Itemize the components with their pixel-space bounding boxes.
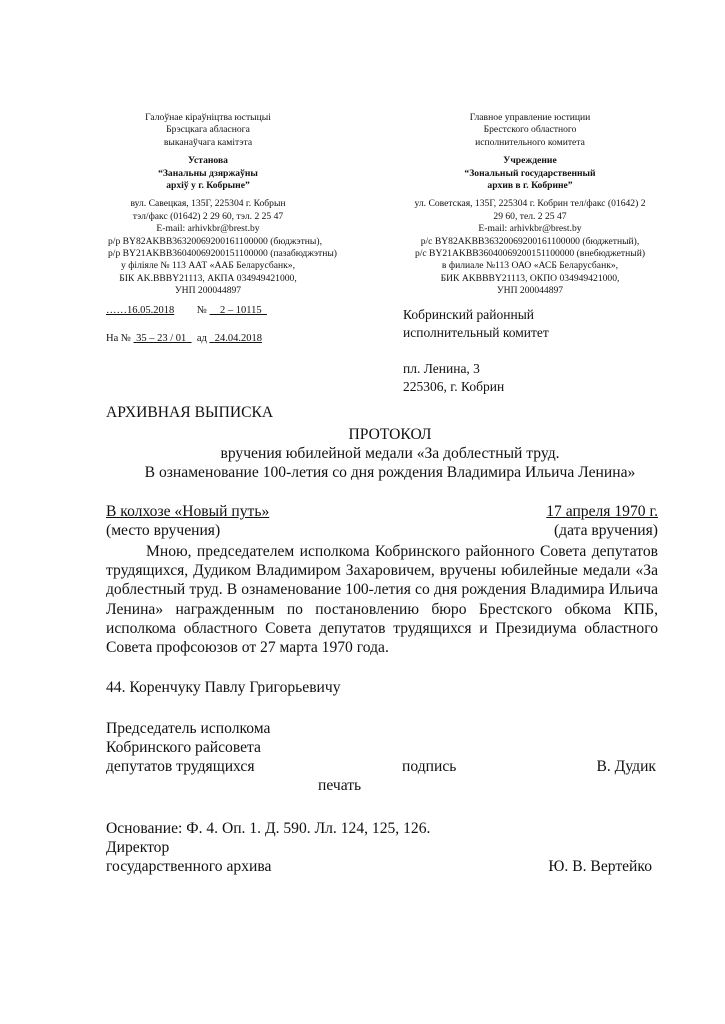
right-contact-line: р/с BY21AKBB36040069200151100000 (внебюджетный) [414,248,646,260]
right-contact-line: БИК AKBBBY21113, ОКПО 034949421000, [440,272,620,284]
left-header-org: “Занальны дзяржаўны [158,167,258,179]
place-caption: (место вручения) [106,522,221,540]
protocol-heading [60,425,720,483]
basis-reference: Основание: Ф. 4. Оп. 1. Д. 590. Лл. 124, 125, 126. [106,820,431,837]
main-paragraph: Мною, председателем исполкома Кобринского районного Совета депутатов трудящихся, Дудиком Владимиром Захаровичем, вручены юбилейные медали «За доблестный труд. В ознаменование 100-летия со дня рождения Владимира Ильича Ленина» награжденным по постановлению бюро Брестского обкома КПБ, исполкома областного Совета депутатов трудящихся и Президиума областного Совета профсоюзов от 27 марта 1970 года. [106,543,658,657]
right-header-org: “Зональный государственный [464,167,596,179]
right-contact-line: E-mail: arhivkbr@brest.by [478,223,582,235]
left-contact-line: УНП 200044897 [174,285,242,297]
outgoing-prefix: …… [106,305,127,316]
left-contact-line: БІК AK.BBBY21113, АКПА 034949421000, [119,272,297,284]
left-contact-line: вул. Савецкая, 135Г, 225304 г. Кобрын [130,198,286,210]
director-title-line: государственного архива [106,858,272,876]
director-title-line: Директор [106,839,170,856]
left-header-org: архіў у г. Кобрыне” [166,180,250,192]
protocol-subtitle: В ознаменование 100-летия со дня рождения Владимира Ильича Ленина» [144,464,636,482]
signatory-name: В. Дудик [596,758,656,776]
place-value: В колхозе «Новый путь» [106,503,270,520]
incoming-prefix: На № [106,333,131,344]
outgoing-date: 16.05.2018 [127,305,175,316]
protocol-title: ПРОТОКОЛ [348,426,432,443]
left-contact-line: у філіяле № 113 ААТ «ААБ Беларусбанк», [121,260,295,272]
outgoing-reference [106,305,267,316]
left-header [108,112,338,298]
right-header-line: Главное управление юстиции [469,112,591,123]
left-contact-line: р/р BY82AKBB36320069200161100000 (бюджэтны), [108,235,322,247]
right-header-line: Брестского областного [483,124,577,136]
date-caption: (дата вручения) [553,522,658,540]
left-contact-line: р/р BY21AKBB36040069200151100000 (пазабюджэтны) [108,248,338,260]
right-header-line: исполнительного комитета [475,136,585,148]
signature-placeholder: подпись [402,758,457,776]
right-header-org: архив в г. Кобрине” [487,180,573,192]
director-name: Ю. В. Вертейко [548,858,652,876]
document-type: АРХИВНАЯ ВЫПИСКА [106,404,274,421]
left-contact-line: тэл/факс (01642) 2 29 60, тэл. 2 25 47 [132,210,284,222]
recipient-address-line: 225306, г. Кобрин [403,379,505,394]
signatory-title-line: Кобринского райсовета [106,739,261,757]
signatory-title-line: депутатов трудящихся [106,758,255,776]
recipient [403,306,549,396]
signatory-title-line: Председатель исполкома [106,720,271,737]
date-value: 17 апреля 1970 г. [546,503,658,520]
right-contact-line: 29 60, тел. 2 25 47 [493,210,567,222]
right-header-org: Учреждение [503,155,557,167]
recipient-address-line: пл. Ленина, 3 [403,361,480,376]
right-contact-line: в филиале №113 ОАО «АСБ Беларусбанк», [441,260,619,272]
incoming-date-label: ад [196,333,207,344]
left-header-line: выканаўчага камітэта [163,136,253,148]
signature-block [106,719,656,796]
outgoing-number: 2 – 10115 [220,305,262,316]
left-header-line: Брэсцкага абласнога [166,124,250,136]
director-block [106,838,652,876]
place-date-block [106,502,658,540]
seal-placeholder: печать [318,777,362,795]
right-contact-line: р/с BY82AKBB36320069200161100000 (бюджетный), [420,235,640,247]
awardee-entry: 44. Коренчуку Павлу Григорьевичу [106,679,341,696]
protocol-subtitle: вручения юбилейной медали «За доблестный труд. [220,445,560,463]
right-contact-line: ул. Советская, 135Г, 225304 г. Кобрин тел/факс (01642) 2 [414,198,646,210]
left-header-org: Установа [188,155,228,167]
incoming-date: 24.04.2018 [214,333,262,344]
right-header [395,112,665,298]
left-header-line: Галоўнае кіраўніцтва юстыцыі [145,112,271,123]
recipient-line: Кобринский районный [403,307,534,322]
right-contact-line: УНП 200044897 [496,285,564,297]
outgoing-no-label: № [196,305,207,316]
recipient-line: исполнительный комитет [403,325,549,340]
left-contact-line: E-mail: arhivkbr@brest.by [156,223,260,235]
incoming-reference [106,333,262,344]
incoming-number: 35 – 23 / 01 [136,333,187,344]
